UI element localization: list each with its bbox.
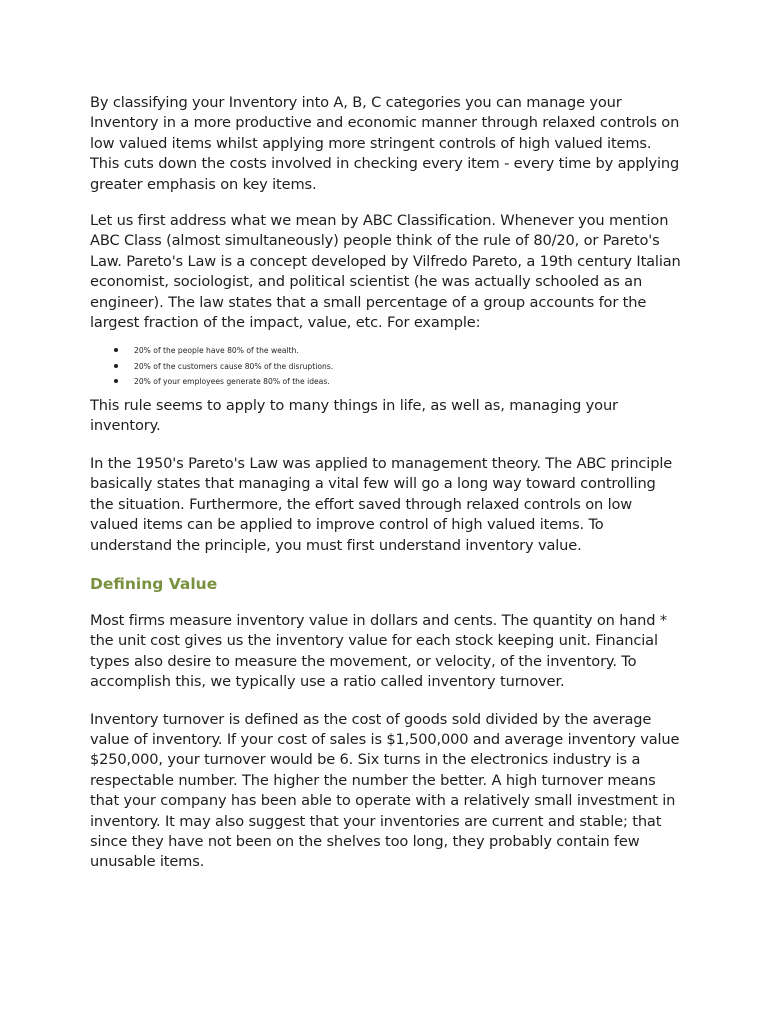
list-item-text: 20% of the customers cause 80% of the disruptions. xyxy=(134,361,334,371)
paragraph-inventory-value: Most firms measure inventory value in dollars and cents. The quantity on hand * the unit cost gives us the inventory value for each stock keeping unit. Financial types also desire to measure the movement, or velocity, of the inventory. To accomplish this, we typically use a ratio called inventory turnover. xyxy=(90,611,668,691)
list-item-text: 20% of your employees generate 80% of the ideas. xyxy=(134,376,330,386)
bullet-icon xyxy=(114,348,118,352)
paragraph-abc-intro: By classifying your Inventory into A, B, C categories you can manage your Inventory in a more productive and economic manner through relaxed controls on low valued items whilst applying more stringent controls of high valued items. This cuts down the costs involved in checking every item - every time by applying greater emphasis on key items. xyxy=(90,94,680,193)
bullet-icon xyxy=(114,379,118,383)
list-item-text: 20% of the people have 80% of the wealth. xyxy=(134,346,299,356)
pareto-examples-list xyxy=(90,343,682,389)
document-page xyxy=(90,93,682,873)
paragraph-rule-applies: This rule seems to apply to many things in life, as well as, managing your inventory. xyxy=(90,397,618,435)
paragraph-abc-classification: Let us first address what we mean by ABC Classification. Whenever you mention ABC Class (almost simultaneously) people think of the rule of 80/20, or Pareto's Law. Pareto's Law is a concept developed by Vilfredo Pareto, a 19th century Italian economist, sociologist, and political scientist (he was actually schooled as an engineer). The law states that a small percentage of a group accounts for the largest fraction of the impact, value, etc. For example: xyxy=(90,212,681,332)
list-item xyxy=(134,374,682,389)
bullet-icon xyxy=(114,364,118,368)
list-item xyxy=(134,359,682,374)
section-heading-defining-value: Defining Value xyxy=(90,574,218,593)
list-item xyxy=(134,343,682,358)
paragraph-management-theory: In the 1950's Pareto's Law was applied to management theory. The ABC principle basically states that managing a vital few will go a long way toward controlling the situation. Furthermore, the effort saved through relaxed controls on low valued items can be applied to improve control of high valued items. To understand the principle, you must first understand inventory value. xyxy=(90,454,673,554)
paragraph-inventory-turnover: Inventory turnover is defined as the cost of goods sold divided by the average value of inventory. If your cost of sales is $1,500,000 and average inventory value $250,000, your turnover would be 6. Six turns in the electronics industry is a respectable number. The higher the number the better. A high turnover means that your company has been able to operate with a relatively small investment in inventory. It may also suggest that your inventories are current and stable; that since they have not been on the shelves too long, they probably contain few unusable items. xyxy=(90,710,680,871)
